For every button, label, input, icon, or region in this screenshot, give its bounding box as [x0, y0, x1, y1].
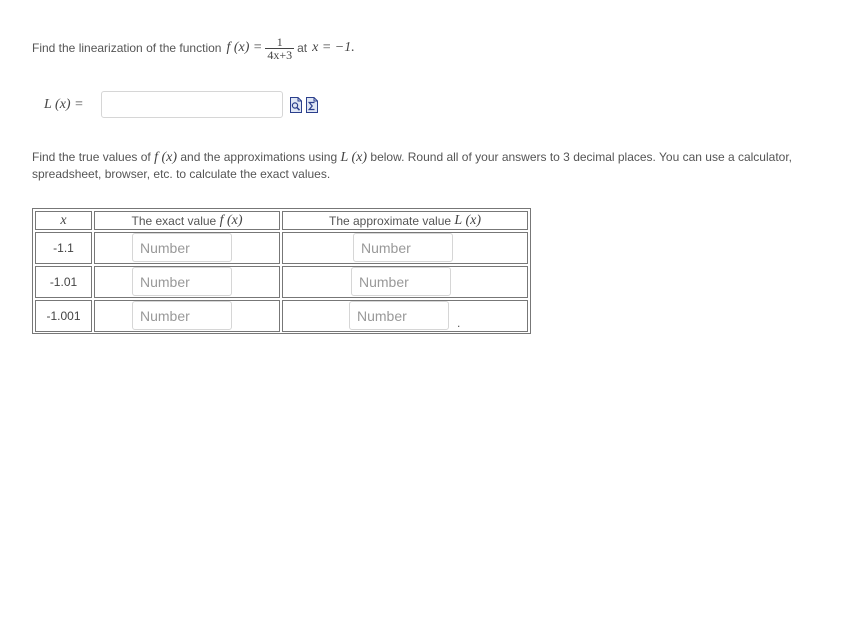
row-x-value: -1.1: [53, 241, 74, 255]
trailing-period: .: [457, 316, 461, 330]
header-approx-math: L (x): [454, 212, 481, 228]
function-label: f (x) =: [226, 40, 263, 55]
row-x-value: -1.001: [46, 309, 81, 323]
evaluation-point: x = −1.: [312, 40, 355, 55]
exact-value-input[interactable]: [132, 233, 232, 262]
header-approx: [282, 211, 528, 230]
row-x-cell: [35, 300, 92, 332]
at-text: at: [297, 41, 308, 55]
preview-icon[interactable]: [290, 97, 302, 113]
q2-part3: below. Round all of your answers to 3 decimal places. You can use a calculator, spreadsheet, browser, etc. to calculate the exact values.: [32, 150, 792, 181]
fraction-denominator: 4x+3: [267, 47, 293, 62]
q2-fx: f (x): [154, 150, 178, 165]
equation-editor-icon[interactable]: [306, 97, 318, 113]
header-x-label: x: [60, 212, 67, 228]
linearization-input[interactable]: [101, 91, 283, 118]
header-exact-math: f (x): [219, 212, 243, 228]
q2-part2: and the approximations using: [180, 150, 338, 164]
q2-lx: L (x): [340, 150, 368, 165]
function-fraction: [265, 36, 294, 61]
linearization-label: L (x) =: [44, 97, 84, 112]
header-exact: [94, 211, 280, 230]
header-x: [35, 211, 92, 230]
fraction-numerator: 1: [276, 34, 283, 49]
row-x-cell: [35, 232, 92, 264]
header-exact-text: The exact value: [131, 213, 217, 228]
row-x-value: -1.01: [49, 275, 78, 289]
exact-value-input[interactable]: [132, 267, 232, 296]
question-linearization: [32, 34, 355, 62]
question-prefix: Find the linearization of the function: [32, 41, 222, 55]
approx-value-input[interactable]: [351, 267, 451, 296]
q2-part1: Find the true values of: [32, 150, 151, 164]
exact-value-input[interactable]: [132, 301, 232, 330]
approx-value-input[interactable]: [349, 301, 449, 330]
question-approximation: [32, 149, 822, 183]
row-x-cell: [35, 266, 92, 298]
approx-value-input[interactable]: [353, 233, 453, 262]
header-approx-text: The approximate value: [329, 213, 452, 228]
